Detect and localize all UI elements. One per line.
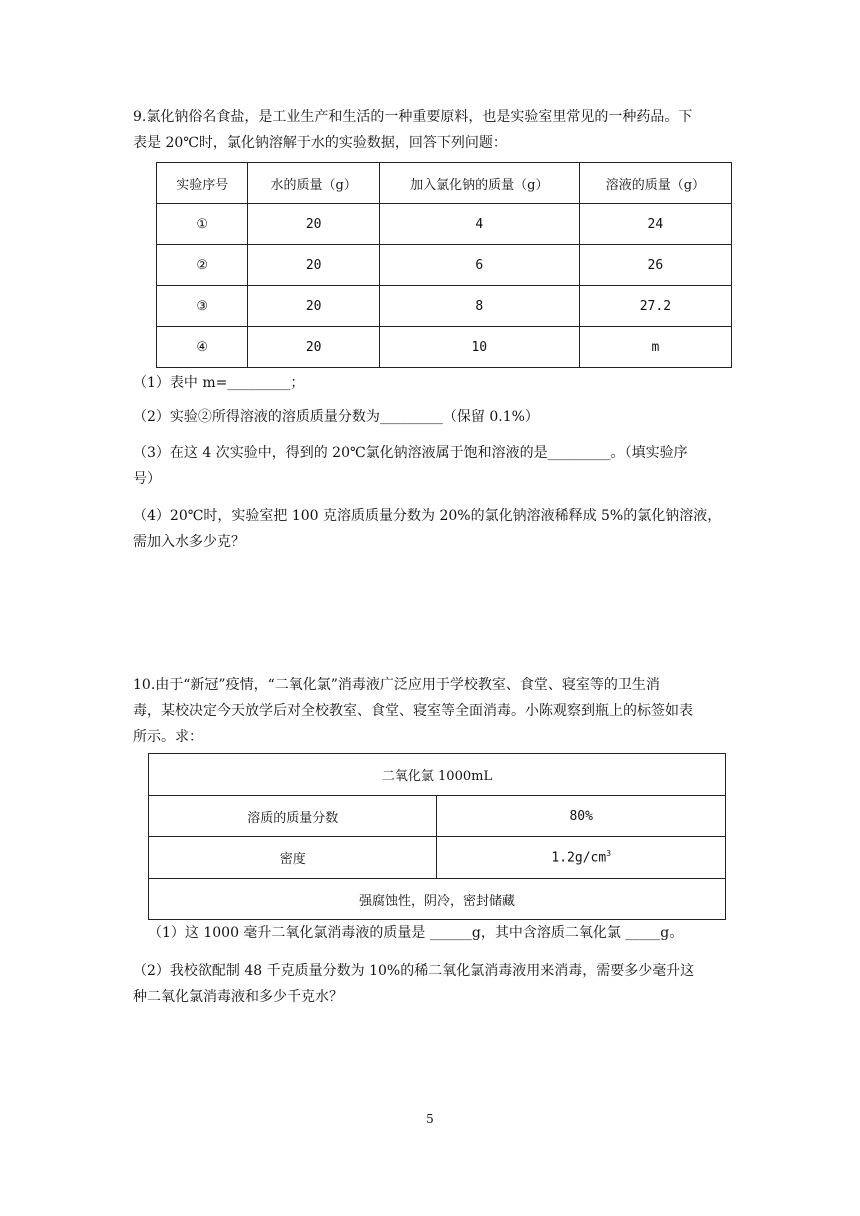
table-cell: ④ (157, 327, 248, 368)
question-9 (133, 104, 733, 156)
table-row (157, 245, 732, 286)
table-cell: 20 (248, 286, 379, 327)
q9-sub2: （2）实验②所得溶液的溶质质量分数为_________（保留 0.1%） (133, 409, 539, 425)
table-cell: 8 (379, 286, 579, 327)
label-key: 溶质的质量分数 (149, 796, 437, 837)
header-cell: 水的质量（g） (248, 163, 379, 204)
q10-intro-line2: 毒，某校决定今天放学后对全校教室、食堂、寝室等全面消毒。小陈观察到瓶上的标签如表 (133, 703, 693, 719)
q9-data-table (156, 162, 732, 368)
q9-intro-line2: 表是 20℃时，氯化钠溶解于水的实验数据，回答下列问题： (133, 135, 507, 151)
table-cell: 4 (379, 204, 579, 245)
label-title-row (149, 754, 726, 796)
label-footer-row (149, 879, 726, 920)
q9-sub3 (133, 440, 733, 492)
q9-sub1: （1）表中 m=_________； (133, 375, 305, 391)
table-cell: m (579, 327, 731, 368)
q9-sub4-line2: 需加入水多少克？ (133, 534, 245, 550)
table-cell: 24 (579, 204, 731, 245)
table-row (157, 204, 732, 245)
table-cell: 20 (248, 327, 379, 368)
q9-sub4 (133, 503, 733, 555)
q9-sub3-line2: 号） (133, 471, 161, 487)
table-cell: 20 (248, 204, 379, 245)
question-10 (133, 672, 733, 750)
label-title: 二氧化氯 1000mL (149, 754, 726, 796)
q10-sub2-line1: （2）我校欲配制 48 千克质量分数为 10%的稀二氧化氯消毒液用来消毒，需要多少毫升这 (133, 963, 695, 979)
q9-sub3-line1: （3）在这 4 次实验中，得到的 20℃氯化钠溶液属于饱和溶液的是_________。（填实验序 (133, 445, 688, 461)
label-key: 密度 (149, 837, 437, 879)
header-cell: 溶液的质量（g） (579, 163, 731, 204)
table-cell: ② (157, 245, 248, 286)
table-header-row (157, 163, 732, 204)
q9-intro-line1: 9.氯化钠俗名食盐，是工业生产和生活的一种重要原料，也是实验室里常见的一种药品。下 (133, 109, 693, 125)
q10-sub2-line2: 种二氧化氯消毒液和多少千克水？ (133, 989, 343, 1005)
table-cell: 26 (579, 245, 731, 286)
table-cell: 20 (248, 245, 379, 286)
q10-sub1: （1）这 1000 毫升二氧化氯消毒液的质量是 ______g，其中含溶质二氧化氯 _____g。 (148, 925, 684, 941)
table-row (149, 796, 726, 837)
table-cell: 10 (379, 327, 579, 368)
header-cell: 实验序号 (157, 163, 248, 204)
q10-intro-line3: 所示。求： (133, 729, 203, 745)
table-cell: ③ (157, 286, 248, 327)
q10-intro-line1: 10.由于“新冠”疫情，“二氧化氯”消毒液广泛应用于学校教室、食堂、寝室等的卫生消 (133, 677, 660, 693)
table-row (157, 327, 732, 368)
table-cell: 27.2 (579, 286, 731, 327)
table-row (157, 286, 732, 327)
density-value: 1.2g/cm (551, 850, 607, 866)
table-cell: 6 (379, 245, 579, 286)
label-value: 80% (437, 796, 726, 837)
label-footer: 强腐蚀性，阴冷，密封储藏 (149, 879, 726, 920)
header-cell: 加入氯化钠的质量（g） (379, 163, 579, 204)
page-number: 5 (426, 1112, 434, 1126)
q10-sub2 (133, 958, 733, 1010)
density-exponent: 3 (606, 849, 612, 859)
label-value (437, 837, 726, 879)
q10-label-table (148, 753, 726, 920)
table-cell: ① (157, 204, 248, 245)
table-row (149, 837, 726, 879)
q9-sub4-line1: （4）20℃时，实验室把 100 克溶质质量分数为 20%的氯化钠溶液稀释成 5%的氯化钠溶液， (133, 508, 722, 524)
